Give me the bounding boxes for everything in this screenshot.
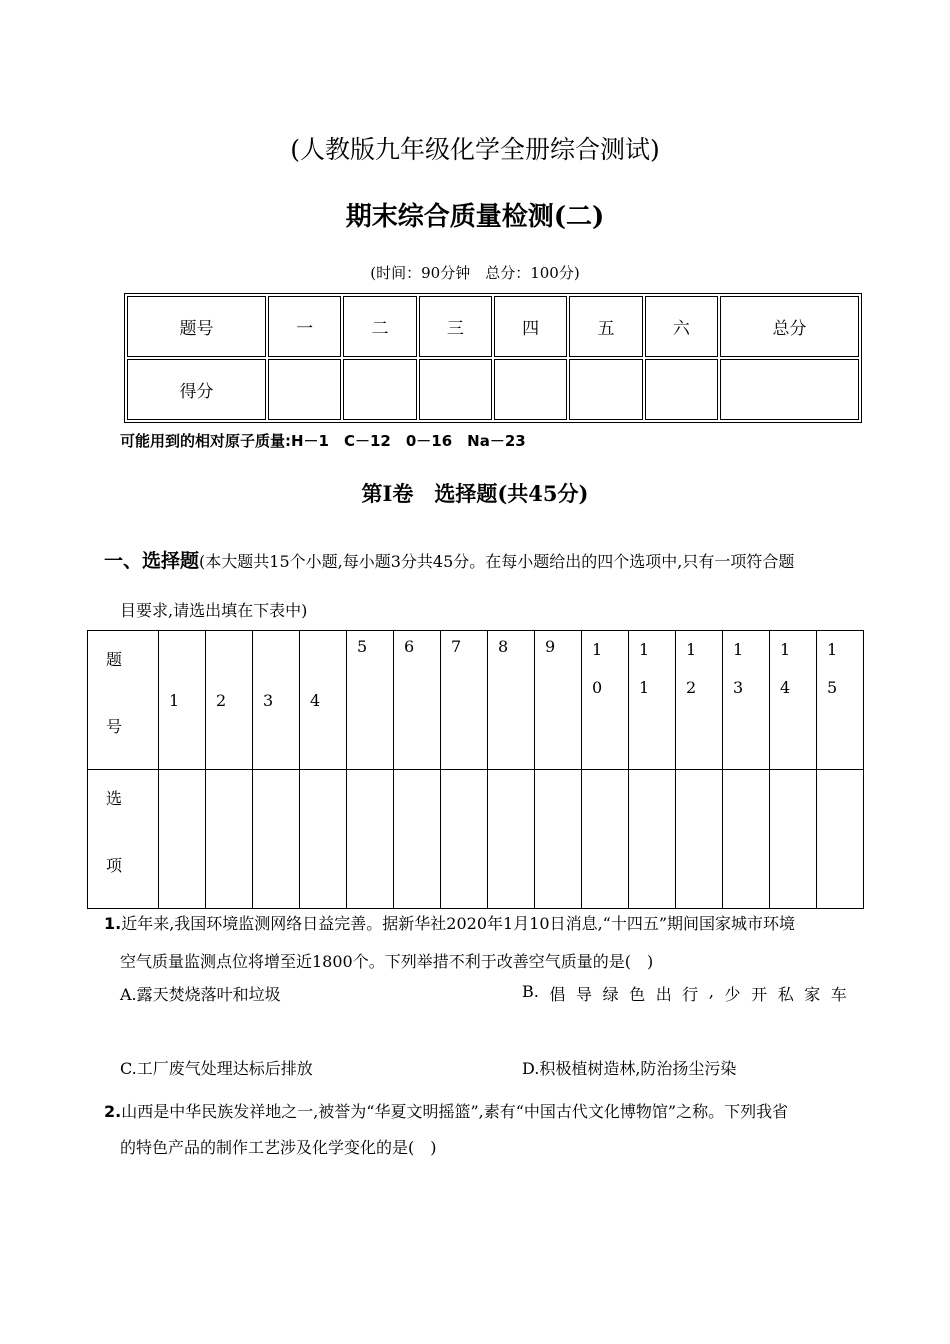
- volume-title: 第Ⅰ卷 选择题(共45分): [361, 481, 589, 506]
- option-d: D.积极植树造林,防治扬尘污染: [522, 1059, 737, 1078]
- question-number: 3: [253, 631, 300, 770]
- answer-cell[interactable]: [206, 770, 253, 909]
- option-b-char: B.: [522, 982, 539, 1001]
- score-value-row: [127, 359, 859, 420]
- question-number: [582, 631, 629, 770]
- question-number: 1: [159, 631, 206, 770]
- answer-choice-row: [88, 770, 864, 909]
- digit: 1: [780, 640, 791, 659]
- question-number: 4: [300, 631, 347, 770]
- label-char: 选: [106, 789, 123, 808]
- answer-cell[interactable]: [347, 770, 394, 909]
- score-entry-cell[interactable]: [419, 359, 492, 420]
- answer-cell[interactable]: [441, 770, 488, 909]
- option-b-char: 开: [751, 985, 768, 1004]
- score-entry-cell[interactable]: [720, 359, 859, 420]
- question-number: [817, 631, 864, 770]
- score-header-cell: 题号: [127, 296, 266, 357]
- question-number: [770, 631, 817, 770]
- answer-cell[interactable]: [159, 770, 206, 909]
- score-label-cell: 得分: [127, 359, 266, 420]
- score-entry-cell[interactable]: [569, 359, 642, 420]
- score-header-cell: 总分: [720, 296, 859, 357]
- digit: 1: [639, 678, 650, 697]
- label-char: 项: [106, 856, 123, 875]
- question-number: 8: [488, 631, 535, 770]
- answer-cell[interactable]: [535, 770, 582, 909]
- option-b-char: 少: [724, 985, 741, 1004]
- answer-cell[interactable]: [629, 770, 676, 909]
- section-1-desc: (本大题共15个小题,每小题3分共45分。在每小题给出的四个选项中,只有一项符合题: [199, 552, 795, 571]
- answer-cell[interactable]: [770, 770, 817, 909]
- exam-subtitle: (人教版九年级化学全册综合测试): [290, 135, 660, 164]
- answer-cell[interactable]: [300, 770, 347, 909]
- time-info: (时间：90分钟 总分：100分): [370, 264, 580, 282]
- question-2: [104, 1094, 854, 1130]
- question-number: [676, 631, 723, 770]
- score-header-cell: 二: [343, 296, 416, 357]
- question-2-cont: 的特色产品的制作工艺涉及化学变化的是( ): [120, 1138, 437, 1157]
- question-number: [723, 631, 770, 770]
- answer-cell[interactable]: [253, 770, 300, 909]
- answer-table: [87, 630, 864, 909]
- score-entry-cell[interactable]: [343, 359, 416, 420]
- option-b-char: 导: [575, 985, 592, 1004]
- score-header-cell: 一: [268, 296, 341, 357]
- atomic-masses: 可能用到的相对原子质量:H－1 C－12 0－16 Na－23: [120, 432, 526, 450]
- digit: 3: [733, 678, 744, 697]
- answer-cell[interactable]: [723, 770, 770, 909]
- question-text: 山西是中华民族发祥地之一,被誉为“华夏文明摇篮”,素有“中国古代文化博物馆”之称。下列我省: [121, 1102, 789, 1121]
- option-b-char: 车: [830, 985, 847, 1004]
- answer-number-row: [88, 631, 864, 770]
- option-b: [522, 982, 847, 1005]
- question-number: [629, 631, 676, 770]
- score-header-cell: 六: [645, 296, 718, 357]
- question-text: 近年来,我国环境监测网络日益完善。据新华社2020年1月10日消息,“十四五”期间国家城市环境: [121, 914, 796, 933]
- digit: 0: [592, 678, 603, 697]
- section-1-heading: [104, 546, 794, 573]
- digit: 2: [686, 678, 697, 697]
- exam-title: 期末综合质量检测(二): [345, 202, 605, 232]
- score-entry-cell[interactable]: [268, 359, 341, 420]
- answer-row-label: [88, 770, 159, 909]
- question-number: 7: [441, 631, 488, 770]
- option-b-char: 出: [655, 985, 672, 1004]
- label-char: 题: [106, 650, 123, 669]
- question-1-cont: 空气质量监测点位将增至近1800个。下列举措不利于改善空气质量的是( ): [120, 952, 654, 971]
- digit: 1: [639, 640, 650, 659]
- question-number: 6: [394, 631, 441, 770]
- score-header-cell: 四: [494, 296, 567, 357]
- score-header-row: [127, 296, 859, 357]
- question-number: 5: [347, 631, 394, 770]
- answer-cell[interactable]: [817, 770, 864, 909]
- question-number: 2: [206, 631, 253, 770]
- score-entry-cell[interactable]: [645, 359, 718, 420]
- question-1: [104, 906, 854, 942]
- answer-cell[interactable]: [488, 770, 535, 909]
- question-number-label: 1.: [104, 914, 122, 933]
- option-a: A.露天焚烧落叶和垃圾: [120, 985, 281, 1004]
- answer-cell[interactable]: [676, 770, 723, 909]
- section-1-label: 一、选择题: [104, 550, 200, 572]
- option-b-char: ,: [708, 982, 714, 1001]
- score-header-cell: 五: [569, 296, 642, 357]
- answer-cell[interactable]: [582, 770, 629, 909]
- answer-cell[interactable]: [394, 770, 441, 909]
- score-header-cell: 三: [419, 296, 492, 357]
- answer-row-label: [88, 631, 159, 770]
- option-b-char: 倡: [549, 985, 566, 1004]
- digit: 1: [686, 640, 697, 659]
- option-c: C.工厂废气处理达标后排放: [120, 1059, 313, 1078]
- label-char: 号: [106, 717, 123, 736]
- option-b-char: 私: [777, 985, 794, 1004]
- section-1-desc-cont: 目要求,请选出填在下表中): [120, 601, 308, 620]
- score-table: [124, 293, 862, 423]
- question-number-label: 2.: [104, 1102, 122, 1121]
- digit: 1: [733, 640, 744, 659]
- option-b-char: 绿: [602, 985, 619, 1004]
- digit: 4: [780, 678, 791, 697]
- option-b-char: 行: [682, 985, 699, 1004]
- option-b-char: 色: [629, 985, 646, 1004]
- digit: 1: [827, 640, 838, 659]
- score-entry-cell[interactable]: [494, 359, 567, 420]
- digit: 1: [592, 640, 603, 659]
- digit: 5: [827, 678, 838, 697]
- question-number: 9: [535, 631, 582, 770]
- option-b-char: 家: [804, 985, 821, 1004]
